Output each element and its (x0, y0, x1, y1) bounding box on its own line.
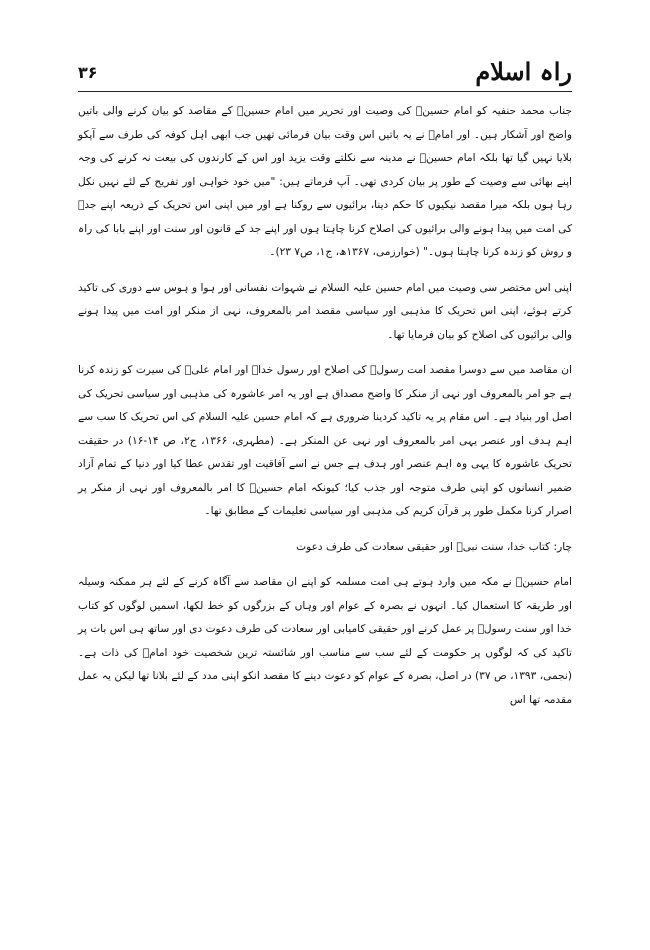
paragraph: اپنی اس مختصر سی وصیت میں امام حسین علیہ السلام نے شہوات نفسانی اور ہوا و ہوس سے دوری کی تاکید کرتے ہوئے، اپنی اس تحریک کا مذہبی اور سیاسی مقصد امر بالمعروف، نہی از منکر اور امت میں پیدا ہونے والی برائیوں کی اصلاح کو بیان فرمایا تھا۔ (78, 281, 572, 341)
paragraph: امام حسینؑ نے مکہ میں وارد ہوتے ہی امت مسلمہ کو اپنے ان مقاصد سے آگاہ کرنے کے لئے ہر ممکنہ وسیلہ اور طریقہ کا استعمال کیا۔ انہوں نے بصرہ کے عوام اور وہاں کے بزرگوں کو خط لکھا، اسمیں لوگوں کو کتاب خدا اور سنت رسولؐ پر عمل کرنے اور حقیقی کامیابی اور سعادت کی طرف دعوت دی اور ساتھ ہی اس بات پر تاکید کی کہ لوگوں پر حکومت کے لئے سب سے مناسب اور شائستہ ترین شخصیت خود امامؑ کی ذات ہے۔ (نجمی، ۱۳۹۳، ص ۳۷) در اصل، بصرہ کے عوام کو دعوت دینے کا مقصد انکو اپنی مدد کے لئے بلانا تھا لیکن یہ عمل مقدمہ تھا اس (78, 576, 572, 706)
paragraph: جناب محمد حنفیہ کو امام حسینؑ کی وصیت اور تحریر میں امام حسینؑ کے مقاصد کو بیان کرنے والی باتیں واضح اور آشکار ہیں۔ اور امامؑ نے یہ باتیں اس وقت بیان فرمائی تھیں جب ابھی اہل کوفہ کی طرف سے آپکو بلایا نہیں گیا تھا بلکہ امام حسینؑ نے مدینہ سے نکلتے وقت یزید اور اس کے کارندوں کی بیعت نہ کرنے کی وجہ اپنے بھائی سے وصیت کے طور پر بیان کردی تھی۔ آپ فرماتے ہیں: "میں خود خواہی اور تفریح کے لئے نہیں نکل رہا ہوں بلکہ میرا مقصد نیکیوں کا حکم دینا، برائیوں سے روکنا ہے اور میں اپنی اس تحریک کے ذریعہ اپنے جدؐ کی امت میں پیدا ہونے والی برائیوں کی اصلاح کرنا چاہتا ہوں اور اپنے جد کے قانون اور سنت اور اپنے بابا کی راہ و روش کو زندہ کرنا چاہتا ہوں۔" (خوارزمی، ۱۳۶۷ھ، ج۱، ص۷ ۲۳)۔ (78, 105, 572, 258)
paragraph: ان مقاصد میں سے دوسرا مقصد امت رسولؐ کی اصلاح اور رسول خداؐ اور امام علیؑ کی سیرت کو زندہ کرنا ہے جو امر بالمعروف اور نہی از منکر کا واضح مصداق ہے اور یہ امر عاشورہ کی مذہبی اور سیاسی تحریک کی اصل اور بنیاد ہے۔ اس مقام پر یہ تاکید کردینا ضروری ہے کہ امام حسین علیہ السلام کی اس تحریک کا سب سے اہم ہدف اور عنصر یہی امر بالمعروف اور نہی عن المنکر ہے۔ (مطہری، ۱۳۶۶، ج۲، ص ۱۴-۱۶) در حقیقت تحریک عاشورہ کا یہی وہ اہم عنصر اور ہدف ہے جس نے اسے آفاقیت اور تقدس عطا کیا اور دنیا کے تمام آزاد ضمیر انسانوں کو اپنی طرف متوجہ اور جذب کیا؛ کیونکہ امام حسینؑ کا امر بالمعروف اور نہی از منکر پر اصرار کرنا مکمل طور پر قرآن کریم کی مذہبی اور سیاسی تعلیمات کے مطابق تھا۔ (78, 364, 572, 517)
page-header (78, 58, 572, 88)
book-title: راہ اسلام (475, 57, 572, 86)
header-divider (78, 91, 572, 92)
section-heading: چار: کتاب خدا، سنت نبیؐ اور حقیقی سعادت کی طرف دعوت (296, 540, 572, 553)
page-number: ۳۶ (78, 63, 98, 82)
body-text (78, 100, 572, 712)
